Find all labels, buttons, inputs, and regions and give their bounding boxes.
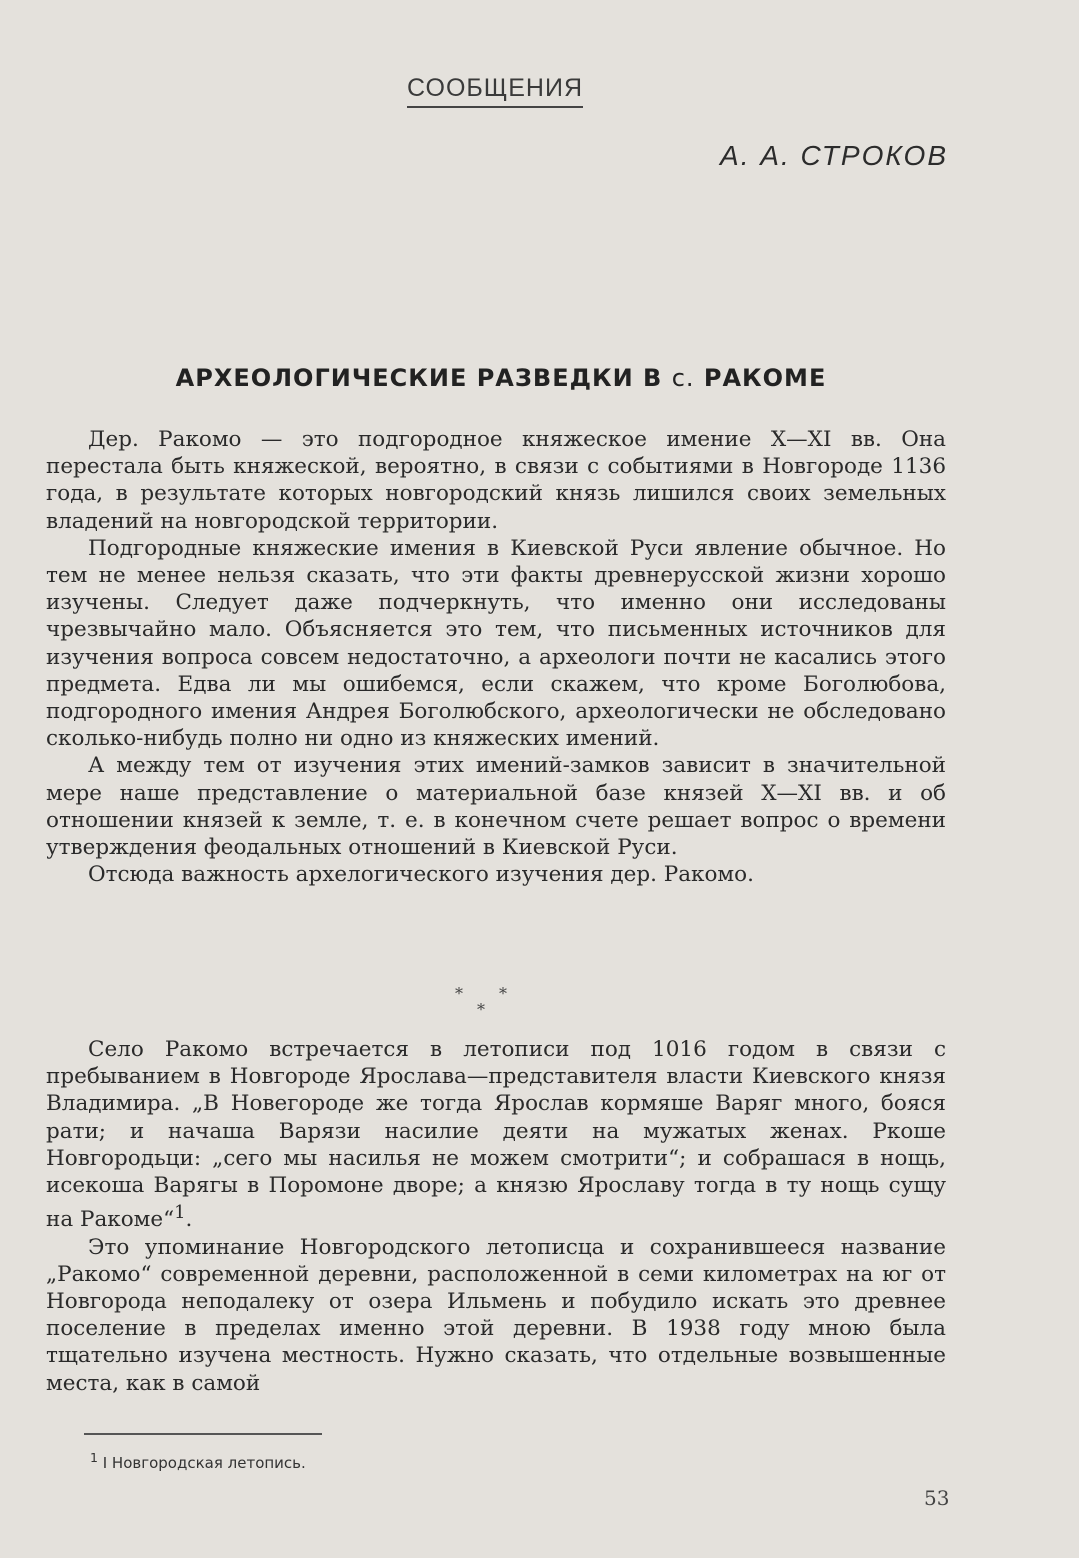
section-separator — [455, 984, 525, 1024]
article-body-intro — [46, 426, 946, 888]
paragraph: Подгородные княжеские имения в Киевской Руси явление обычное. Но тем не менее нельзя сказать, что эти факты древнерусской жизни хорошо изучены. Следует даже подчеркнуть, что именно они исследованы чрезвычайно мало. Объясняется это тем, что письменных источников для изучения вопроса совсем недостаточно, а археологи почти не касались этого предмета. Едва ли мы ошибемся, если скажем, что кроме Боголюбова, подгородного имения Андрея Боголюбского, археологически не обследовано сколько-нибудь полно ни одно из княжеских имений. — [46, 535, 946, 752]
separator-star: * — [499, 984, 507, 1003]
footnote-divider — [84, 1433, 322, 1435]
article-title — [0, 364, 1002, 392]
page-number: 53 — [924, 1486, 950, 1510]
section-label-text: СООБЩЕНИЯ — [407, 74, 583, 108]
article-body-main — [46, 1036, 946, 1397]
footnote-reference: 1 — [174, 1202, 186, 1224]
article-title-main: АРХЕОЛОГИЧЕСКИЕ РАЗВЕДКИ В — [175, 364, 663, 392]
paragraph: Отсюда важность архелогического изучения дер. Ракомо. — [88, 862, 754, 888]
separator-star: * — [455, 984, 463, 1003]
footnote-marker: 1 — [90, 1450, 98, 1465]
section-label — [0, 74, 990, 103]
article-title-end: РАКОМЕ — [703, 364, 827, 392]
paragraph-end: . — [185, 1207, 193, 1233]
author-name: А. А. СТРОКОВ — [720, 140, 948, 171]
footnote-text: I Новгородская летопись. — [102, 1454, 306, 1472]
paragraph: Это упоминание Новгородского летописца и сохранившееся название „Ракомо“ современной деревни, расположенной в семи километрах на юг от Новгорода неподалеку от озера Ильмень и побудило искать это древнее поселение в пределах именно этой деревни. В 1938 году мною была тщательно изучена местность. Нужно сказать, что отдельные возвышенные места, как в самой — [46, 1234, 946, 1396]
paragraph-text: Село Ракомо встречается в летописи под 1016 годом в связи с пребыванием в Новгороде Ярослава—представителя власти Киевского князя Владимира. „В Новегороде же тогда Ярослав кормяше Варяг много, бояся рати; и начаша Варязи насилие деяти на мужатых женах. Ркоше Новгородьци: „сего мы насилья не можем смотрити“; и собрашася в нощь, исекоша Варягы в Поромоне дворе; а князю Ярославу тогда в ту нощь сущу на Ракоме“ — [46, 1037, 946, 1233]
paragraph — [46, 1036, 946, 1234]
separator-star: * — [477, 1000, 485, 1019]
article-title-abbrev: с. — [671, 364, 695, 392]
paragraph: А между тем от изучения этих имений-замков зависит в значительной мере наше представление о материальной базе князей X—XI вв. и об отношении князей к земле, т. е. в конечном счете решает вопрос о времени утверждения феодальных отношений в Киевской Руси. — [46, 753, 946, 861]
paragraph: Дер. Ракомо — это подгородное княжеское имение X—XI вв. Она перестала быть княжеской, вероятно, в связи с событиями в Новгороде 1136 года, в результате которых новгородский князь лишился своих земельных владений на новгородской территории. — [46, 427, 946, 534]
footnote — [90, 1450, 306, 1472]
